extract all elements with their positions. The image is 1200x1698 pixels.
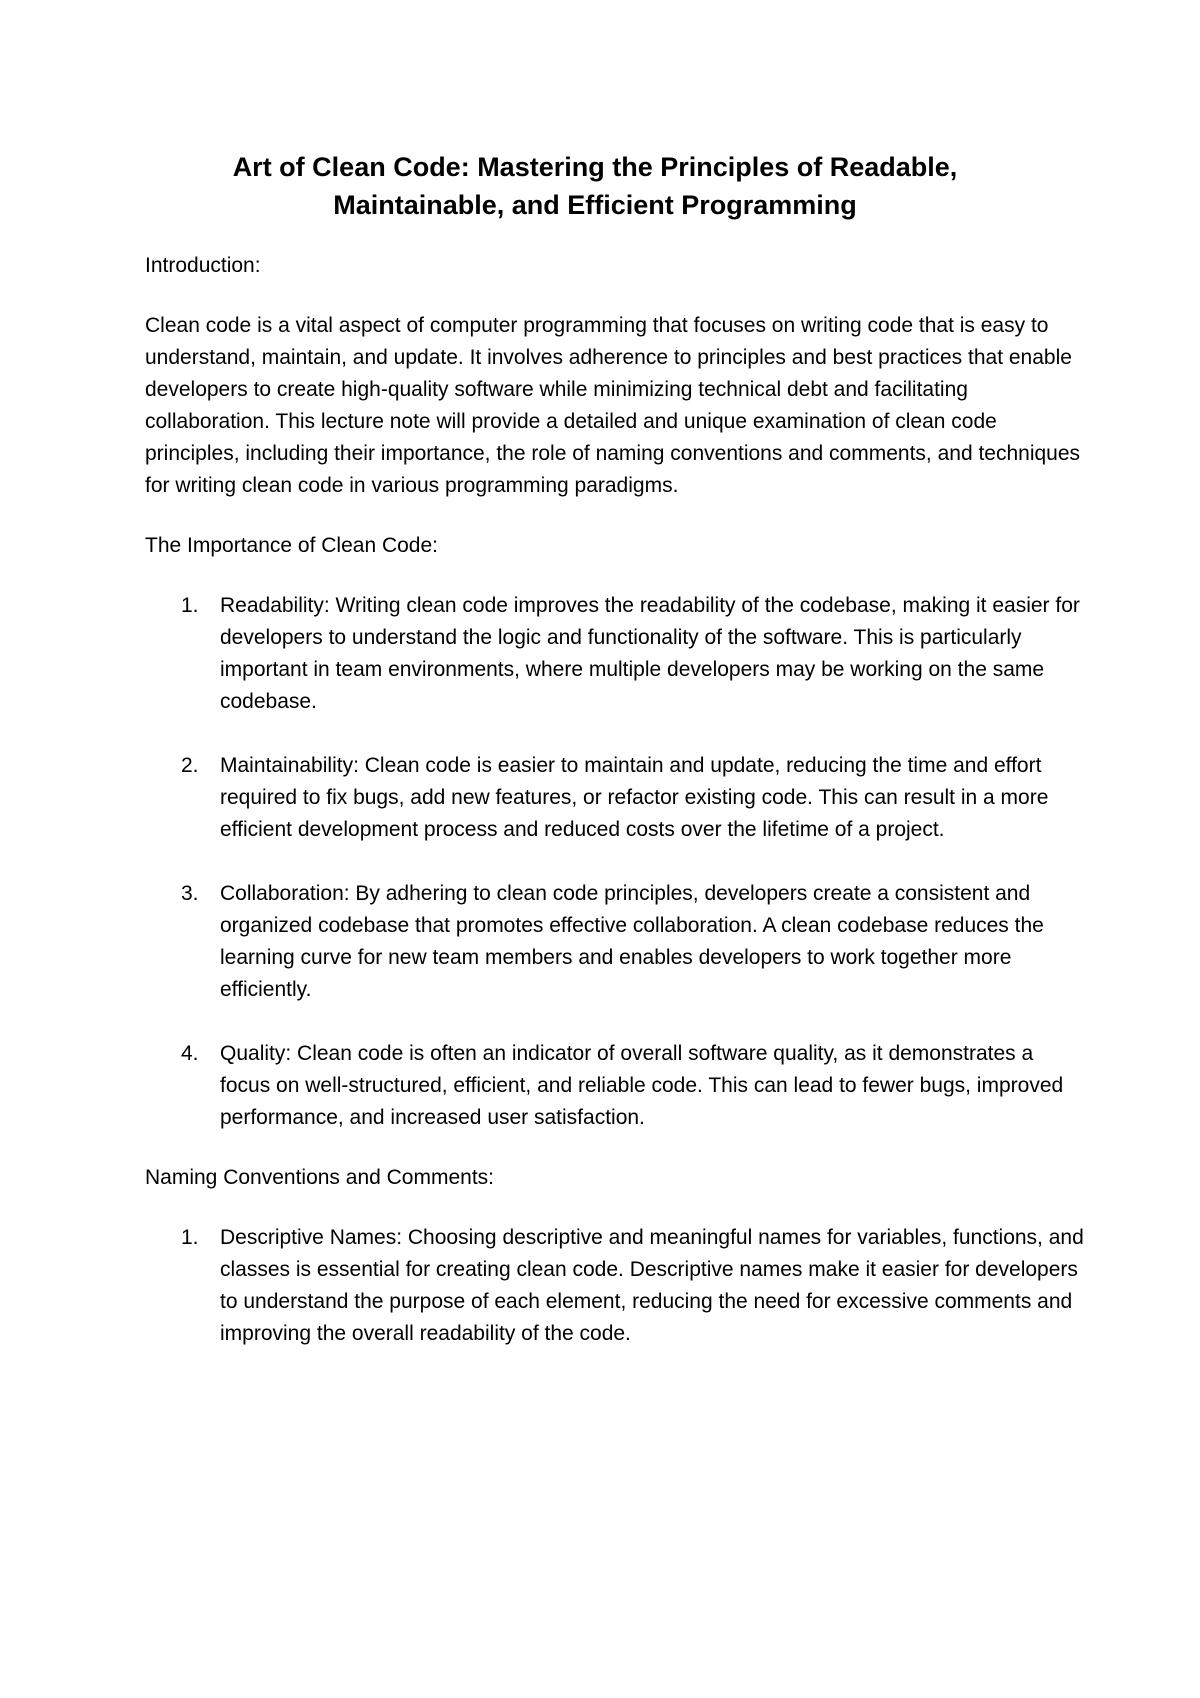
list-item-text: Descriptive Names: Choosing descriptive and meaningful names for variables, functions, and classes is essential for creating clean code. Descriptive names make it easier for developers to understand the purpose of each element, reducing the need for excessive comments and improving the overall readability of the code. xyxy=(220,1226,1084,1345)
list-item xyxy=(145,878,1085,1006)
list-item-text: Quality: Clean code is often an indicator of overall software quality, as it demonstrates a focus on well-structured, efficient, and reliable code. This can lead to fewer bugs, improved performance, and increased user satisfaction. xyxy=(220,1042,1064,1129)
intro-paragraph: Clean code is a vital aspect of computer programming that focuses on writing code that is easy to understand, maintain, and update. It involves adherence to principles and best practices that enable developers to create high-quality software while minimizing technical debt and facilitating collaboration. This lecture note will provide a detailed and unique examination of clean code principles, including their importance, the role of naming conventions and comments, and techniques for writing clean code in various programming paradigms. xyxy=(145,314,1081,497)
list-item-number: 1. xyxy=(181,1226,199,1249)
naming-heading: Naming Conventions and Comments: xyxy=(145,1166,495,1189)
list-item-number: 1. xyxy=(181,594,199,617)
intro-heading: Introduction: xyxy=(145,254,261,277)
title-line-2: Maintainable, and Efficient Programming xyxy=(333,190,857,220)
list-item-number: 3. xyxy=(181,882,199,905)
list-item xyxy=(145,590,1085,718)
naming-list xyxy=(145,1222,1085,1350)
list-item-text: Readability: Writing clean code improves the readability of the codebase, making it easier for developers to understand the logic and functionality of the software. This is particularly important in team environments, where multiple developers may be working on the same codebase. xyxy=(220,594,1080,713)
document-title xyxy=(145,148,1085,224)
importance-heading: The Importance of Clean Code: xyxy=(145,534,438,557)
list-item xyxy=(145,1038,1085,1134)
list-item-text: Collaboration: By adhering to clean code principles, developers create a consistent and organized codebase that promotes effective collaboration. A clean codebase reduces the learning curve for new team members and enables developers to work together more efficiently. xyxy=(220,882,1044,1001)
list-item xyxy=(145,750,1085,846)
importance-list xyxy=(145,590,1085,1134)
document-content xyxy=(145,148,1085,1350)
list-item-text: Maintainability: Clean code is easier to maintain and update, reducing the time and effort required to fix bugs, add new features, or refactor existing code. This can result in a more efficient development process and reduced costs over the lifetime of a project. xyxy=(220,754,1049,841)
title-line-1: Art of Clean Code: Mastering the Principles of Readable, xyxy=(232,152,958,182)
list-item-number: 2. xyxy=(181,754,199,777)
list-item xyxy=(145,1222,1085,1350)
list-item-number: 4. xyxy=(181,1042,199,1065)
